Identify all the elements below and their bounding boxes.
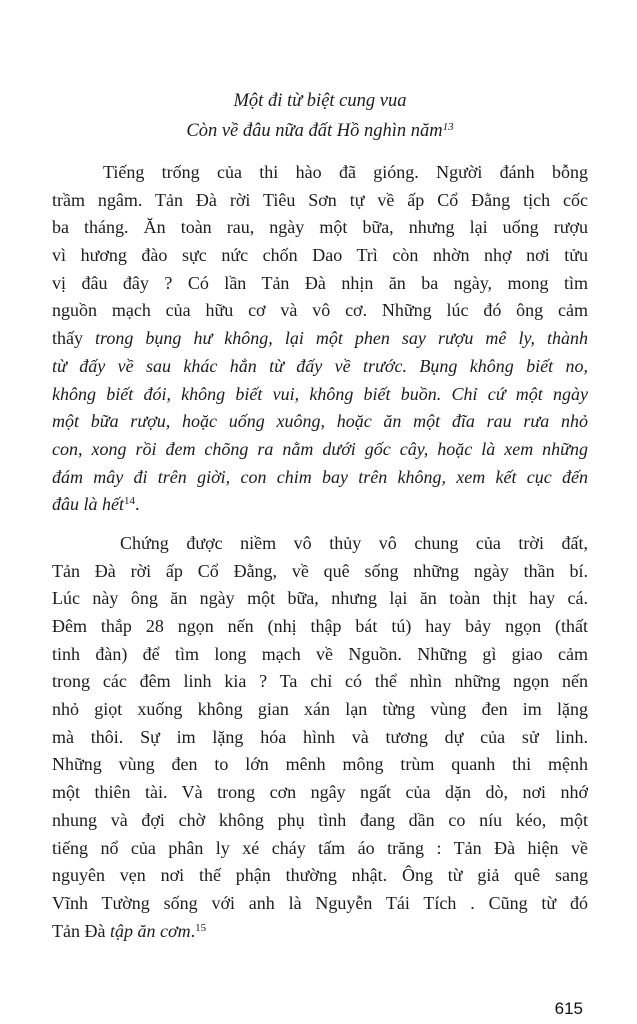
- italic-segment: đâu là hết: [52, 494, 124, 515]
- paragraph-1: [52, 159, 588, 519]
- text-segment: Tản Đà rời ấp Cổ Đằng, về quê sống những ngày thần bí.: [52, 560, 588, 581]
- verse-line-2: [52, 116, 588, 146]
- text-segment: Lúc này ông ăn ngày một bữa, nhưng lại ăn toàn thịt hay cá.: [52, 588, 588, 609]
- italic-segment: không biết đói, không biết vui, không biết buồn. Chỉ cứ một ngày: [52, 383, 588, 404]
- page-number: 615: [554, 999, 583, 1018]
- italic-segment: con, xong rồi đem chõng ra nằm dưới gốc cây, hoặc là xem những: [52, 438, 588, 459]
- text-segment: trầm ngâm. Tản Đà rời Tiêu Sơn tự về ấp Cổ Đằng tịch cốc: [52, 189, 588, 210]
- verse-text: Còn về đâu nữa đất Hồ nghìn năm: [186, 121, 443, 141]
- text-segment: một thiên tài. Và trong cơn ngây ngất của dặn dò, nơi nhớ: [52, 782, 588, 803]
- footnote-ref-15: 15: [195, 921, 207, 934]
- text-segment: Vĩnh Tường sống với anh là Nguyễn Tái Tích . Cũng từ đó: [52, 892, 588, 913]
- text-segment: ba tháng. Ăn toàn rau, ngày một bữa, nhưng lại uống rượu: [52, 217, 588, 238]
- text-block: [52, 86, 588, 945]
- epigraph-verse: [52, 86, 588, 146]
- text-segment: trong các đêm linh kia ? Ta chỉ có thể nhìn những ngọn nến: [52, 671, 588, 692]
- text-line: [52, 381, 588, 409]
- paragraph-2: [52, 530, 588, 945]
- italic-segment: đám mây đi trên giời, con chim bay trên không, xem kết cục đến: [52, 466, 588, 487]
- italic-segment: tập ăn cơm: [109, 920, 191, 941]
- text-segment: nhỏ giọt xuống không gian xán lạn từng vùng đen im lặng: [52, 699, 588, 720]
- text-line: [52, 214, 588, 242]
- footnote-ref-13: 13: [442, 121, 454, 133]
- text-line: [52, 491, 588, 519]
- text-line: [52, 530, 588, 558]
- italic-segment: từ đấy về sau khác hẳn từ đấy về trước. Bụng không biết no,: [52, 355, 588, 376]
- verse-line-1: [52, 86, 588, 116]
- text-line: [52, 408, 588, 436]
- text-segment: vị đâu đây ? Có lần Tản Đà nhịn ăn ba ngày, mong tìm: [52, 272, 588, 293]
- text-line: [52, 187, 588, 215]
- text-line: [52, 835, 588, 863]
- text-line: [52, 862, 588, 890]
- text-line: [52, 724, 588, 752]
- text-line: [52, 353, 588, 381]
- text-segment: vì hương đào sực nức chốn Dao Trì còn nhờn nhợ nơi tửu: [52, 245, 588, 266]
- text-line: [52, 696, 588, 724]
- text-line: [52, 585, 588, 613]
- text-segment: Chứng được niềm vô thủy vô chung của trời đất,: [120, 532, 588, 553]
- text-segment: Tiếng trống của thi hào đã gióng. Người đánh bỗng: [103, 162, 588, 182]
- text-line: [52, 807, 588, 835]
- text-line: [52, 890, 588, 918]
- text-segment: nguyên vẹn nơi thế phận thường nhật. Ông từ giả quê sang: [52, 865, 588, 886]
- text-line: [52, 751, 588, 779]
- text-line: [52, 613, 588, 641]
- text-segment: .: [190, 920, 196, 941]
- text-line: [52, 641, 588, 669]
- text-segment: thấy: [52, 328, 96, 349]
- text-line: [52, 558, 588, 586]
- text-line: [52, 270, 588, 298]
- text-segment: nhung và đợi chờ không phụ tình đang dần co níu kéo, một: [52, 809, 588, 830]
- text-line: [52, 297, 588, 325]
- text-line: [52, 436, 588, 464]
- text-segment: tiếng nổ của phân ly xé cháy tấm áo trăng : Tản Đà hiện về: [52, 837, 588, 858]
- text-line: [52, 325, 588, 353]
- text-segment: nguồn mạch của hữu cơ và vô cơ. Những lúc đó ông cảm: [52, 300, 588, 321]
- footnote-ref-14: 14: [124, 495, 135, 508]
- text-line: [52, 242, 588, 270]
- text-segment: .: [135, 494, 140, 515]
- italic-segment: trong bụng hư không, lại một phen say rượu mê ly, thành: [95, 328, 588, 349]
- text-segment: Tản Đà: [52, 920, 110, 941]
- text-line: [52, 159, 588, 187]
- text-line: [52, 918, 588, 946]
- text-segment: Những vùng đen to lớn mênh mông trùm quanh thi mệnh: [52, 754, 588, 775]
- text-line: [52, 668, 588, 696]
- text-line: [52, 464, 588, 492]
- verse-text: Một đi từ biệt cung vua: [233, 91, 407, 111]
- italic-segment: một bữa rượu, hoặc uống xuông, hoặc ăn một đĩa rau rưa nhỏ: [52, 411, 588, 432]
- text-segment: tinh đàn) để tìm long mạch về Nguồn. Những gì giao cảm: [52, 643, 588, 664]
- text-segment: Đêm thắp 28 ngọn nến (nhị thập bát tú) hay bảy ngọn (thất: [52, 616, 588, 636]
- text-line: [52, 779, 588, 807]
- text-segment: mà thôi. Sự im lặng hóa hình và tương dự của sử linh.: [52, 726, 588, 747]
